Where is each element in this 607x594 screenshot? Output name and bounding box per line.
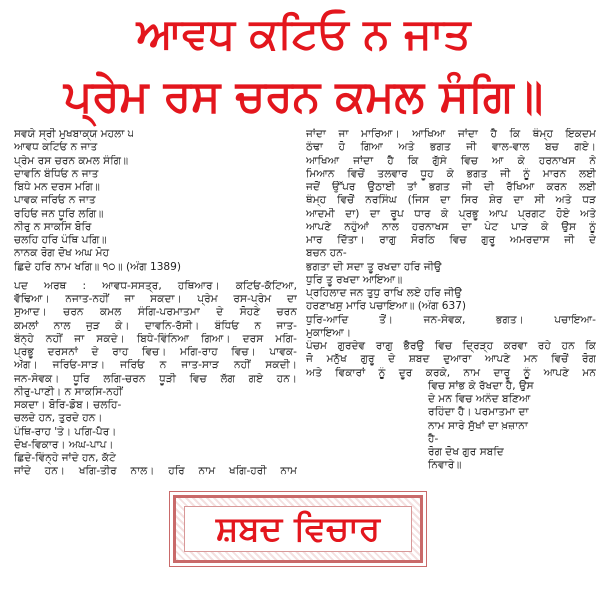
text-line: ਹੈ- <box>428 432 439 445</box>
text-line: ਜਨ-ਸੇਵਕ। ਧੂਰਿ ਲਗਿ-ਚਰਨ ਧੂੜੀ ਵਿਚ ਲੱਗ ਗਏ ਹਨ। <box>14 372 297 385</box>
text-line: ਨਿਵਾਰੇ॥ <box>428 459 462 472</box>
text-line: ਵੱਢਿਆ। ਨਜਾਤ-ਨਹੀਂ ਜਾ ਸਕਦਾ। ਪ੍ਰੇਮ ਰਸ-ਪ੍ਰੇਮ ਦਾ <box>14 293 297 305</box>
headline-line-1: ਆਵਧ ਕਟਿਓ ਨ ਜਾਤ <box>136 9 471 58</box>
text-line: ਨੀਰੁ ਨ ਸਾਕਸਿ ਬੋਰਿ <box>14 220 92 233</box>
text-line: ਜਾਂਦੇ ਹਨ। ਖਗਿ-ਤੀਰ ਨਾਲ। ਹਰਿ ਨਾਮ ਖਗਿ-ਹਰੀ ਨਾਮ <box>14 465 297 478</box>
section-title: ਸ਼ਬਦ ਵਿਚਾਰ <box>215 509 381 549</box>
right-column <box>306 128 596 473</box>
text-line: ਜੋ ਮਨੁੱਖ ਗੁਰੂ ਦੇ ਸ਼ਬਦ ਦੁਆਰਾ ਆਪਣੇ ਮਨ ਵਿਚੋਂ ਰੋਗ <box>306 353 596 366</box>
text-line: ਪ੍ਰੇਮ ਰਸ ਚਰਨ ਕਮਲ ਸੰਗਿ॥ <box>14 154 129 167</box>
text-line: ਆਪਣੇ ਨਹੁੰਆਂ ਨਾਲ ਹਰਨਾਖਸ ਦਾ ਪੇਟ ਪਾੜ ਕੇ ਉਸ ਨੂੰ <box>306 220 596 233</box>
text-line: ਜਾਂਦਾ ਜਾ ਮਾਰਿਆ। ਆਖਿਆ ਜਾਂਦਾ ਹੈ ਕਿ ਥੰਮ੍ਹ ਇਕਦਮ <box>306 128 596 140</box>
text-line: ਰੋਗ ਦੋਖ ਗੁਰ ਸਬਦਿ <box>428 446 504 458</box>
text-line: ਰਹਿੰਦਾ ਹੈ। ਪਰਮਾਤਮਾ ਦਾ <box>428 406 529 419</box>
section-box <box>167 489 429 569</box>
text-line: ਥੰਮ੍ਹ ਵਿਚੋਂ ਨਰਸਿੰਘ (ਜਿਸ ਦਾ ਸਿਰ ਸ਼ੇਰ ਦਾ ਸੀ ਅਤੇ ਧੜ <box>306 194 596 207</box>
text-line: ਮਾਰ ਦਿੱਤਾ। ਰਾਗੁ ਸੋਰਠਿ ਵਿਚ ਗੁਰੂ ਅਮਰਦਾਸ ਜੀ ਦੇ <box>306 234 596 246</box>
text-line: ਬਿਧੇ ਮਨ ਦਰਸ ਮਗਿ॥ <box>14 181 100 193</box>
text-line: ਵਿਚ ਸਾਂਭ ਕੇ ਰੱਖਦਾ ਹੈ, ਉਸ <box>428 379 534 392</box>
text-line: ਪੰਥਿ-ਰਾਹ 'ਤੇ। ਪਗਿ-ਪੈਰ। <box>14 425 117 438</box>
text-line: ਪਦ ਅਰਥ : ਆਵਧ-ਸਸਤ੍ਰ, ਹਥਿਆਰ। ਕਟਿਓ-ਕੱਟਿਆ, <box>14 279 297 292</box>
headline-line-2: ਪ੍ਰੇਮ ਰਸ ਚਰਨ ਕਮਲ ਸੰਗਿ॥ <box>63 71 544 122</box>
text-line: ਨਾਨਕ ਰੋਗ ਦੋਖ ਅਘ ਮੋਹ <box>14 247 110 260</box>
text-line: ਦਾਵਨਿ ਬੰਧਿਓ ਨ ਜਾਤ <box>14 167 99 180</box>
text-line: ਅਤੇ ਵਿਕਾਰਾਂ ਨੂੰ ਦੂਰ ਕਰਕੇ, ਨਾਮ ਦਾਰੂ ਨੂੰ ਆਪਣੇ ਮਨ <box>306 366 596 379</box>
text-line: ਆਵਧ ਕਟਿਓ ਨ ਜਾਤ <box>14 141 98 154</box>
text-line: ਭਗਤਾ ਦੀ ਸਦਾ ਤੂ ਰਖਦਾ ਹਰਿ ਜੀਉ <box>306 260 442 273</box>
text-line: ਸਕਦਾ। ਬੋਰਿ-ਡੋਬ। ਚਲਹਿ- <box>14 399 122 411</box>
text-line: ਮਿਆਨ ਵਿਚੋਂ ਤਲਵਾਰ ਧੂਹ ਕੇ ਭਗਤ ਜੀ ਨੂੰ ਮਾਰਨ ਲਈ <box>306 167 596 180</box>
text-line: ਚਲਦੇ ਹਨ, ਤੁਰਦੇ ਹਨ। <box>14 412 103 425</box>
text-line: ਹਰਣਾਖਸੁ ਮਾਰਿ ਪਚਾਇਆ॥ (ਅੰਗ 637) <box>306 300 467 313</box>
text-line: ਠੰਢਾ ਹੋ ਗਿਆ ਅਤੇ ਭਗਤ ਜੀ ਵਾਲ-ਵਾਲ ਬਚ ਗਏ। <box>306 141 596 154</box>
decorative-border <box>173 495 423 563</box>
text-line: ਜਦੋਂ ਉੱਪਰ ਉਠਾਈ ਤਾਂ ਭਗਤ ਜੀ ਦੀ ਰੱਖਿਆ ਕਰਨ ਲਈ <box>306 181 596 193</box>
text-line: ਬੰਨ੍ਹੇ ਨਹੀਂ ਜਾ ਸਕਦੇ। ਬਿਧੇ-ਵਿੰਨਿਆ ਗਿਆ। ਦਰਸ ਮਗਿ- <box>14 332 297 345</box>
text-line: ਰਹਿਓ ਜਨ ਧੂਰਿ ਲਗਿ॥ <box>14 207 104 220</box>
text-line: ਪਾਵਕ ਜਰਿਓ ਨ ਜਾਤ <box>14 194 96 207</box>
text-line: ਧੁਰਿ-ਆਦਿ ਤੋਂ। ਜਨ-ਸੇਵਕ, ਭਗਤ। ਪਚਾਇਆ- <box>306 313 596 326</box>
section-box-inner <box>184 506 412 552</box>
text-line: ਦੇ ਮਨ ਵਿਚ ਅਨੰਦ ਬਣਿਆ <box>428 393 531 405</box>
text-line: ਨਾਮ ਸਾਰੇ ਸੁੱਖਾਂ ਦਾ ਖ਼ਜ਼ਾਨਾ <box>428 419 528 432</box>
text-line: ਨੀਰੁ-ਪਾਣੀ। ਨ ਸਾਕਸਿ-ਨਹੀਂ <box>14 385 123 398</box>
text-line: ਆਦਮੀ ਦਾ) ਦਾ ਰੂਪ ਧਾਰ ਕੇ ਪ੍ਰਭੂ ਆਪ ਪ੍ਰਗਟ ਹੋਏ ਅਤੇ <box>306 207 596 220</box>
text-line: ਮੁਕਾਇਆ। <box>306 326 352 339</box>
text-line: ਬਚਨ ਹਨ- <box>306 247 347 260</box>
text-line: ਪ੍ਰਹਿਲਾਦ ਜਨ ਤੁਧੁ ਰਾਖਿ ਲਏ ਹਰਿ ਜੀਉ <box>306 287 462 299</box>
text-line: ਕਮਲਾਂ ਨਾਲ ਜੁੜ ਕੇ। ਦਾਵਨਿ-ਰੱਸੀ। ਬੰਧਿਓ ਨ ਜਾਤ- <box>14 319 297 332</box>
text-line: ਪੰਚਮ ਗੁਰਦੇਵ ਰਾਗੁ ਭੈਰਉ ਵਿਚ ਦ੍ਰਿੜ੍ਹ ਕਰਵਾ ਰਹੇ ਹਨ ਕਿ <box>306 340 596 352</box>
text-line: ਅੱਗ। ਜਰਿਓ-ਸਾੜ। ਜਰਿਓ ਨ ਜਾਤ-ਸਾੜ ਨਹੀਂ ਸਕਦੀ। <box>14 359 297 372</box>
text-line: ਛਿਦੇ-ਵਿੰਨ੍ਹੇ ਜਾਂਦੇ ਹਨ, ਕੱਟੇ <box>14 452 116 464</box>
text-line: ਆਖਿਆ ਜਾਂਦਾ ਹੈ ਕਿ ਗੁੱਸੇ ਵਿਚ ਆ ਕੇ ਹਰਨਾਖਸ ਨੇ <box>306 154 596 167</box>
text-line: ਸਵਯੇ ਸ੍ਰੀ ਮੁਖਬਾਕ੍ਯ ਮਹਲਾ ੫ <box>14 128 134 140</box>
text-line: ਛਿਦੇ ਹਰਿ ਨਾਮ ਖਗਿ॥ ੧੦॥ (ਅੰਗ 1389) <box>14 260 182 273</box>
text-line: ਚਲਹਿ ਹਰਿ ਪੰਥਿ ਪਗਿ॥ <box>14 234 107 246</box>
left-column <box>14 128 297 479</box>
text-line: ਪ੍ਰਭੂ ਦਰਸਨਾਂ ਦੇ ਰਾਹ ਵਿਚ। ਮਗਿ-ਰਾਹ ਵਿਚ। ਪਾਵਕ- <box>14 346 297 358</box>
text-line: ਸੁਆਦ। ਚਰਨ ਕਮਲ ਸੰਗਿ-ਪਰਮਾਤਮਾ ਦੇ ਸੋਹਣੇ ਚਰਨ <box>14 306 297 319</box>
text-line: ਦੋਖ-ਵਿਕਾਰ। ਅਘ-ਪਾਪ। <box>14 438 114 451</box>
text-line: ਧੁਰਿ ਤੂ ਰਖਦਾ ਆਇਆ॥ <box>306 273 403 286</box>
